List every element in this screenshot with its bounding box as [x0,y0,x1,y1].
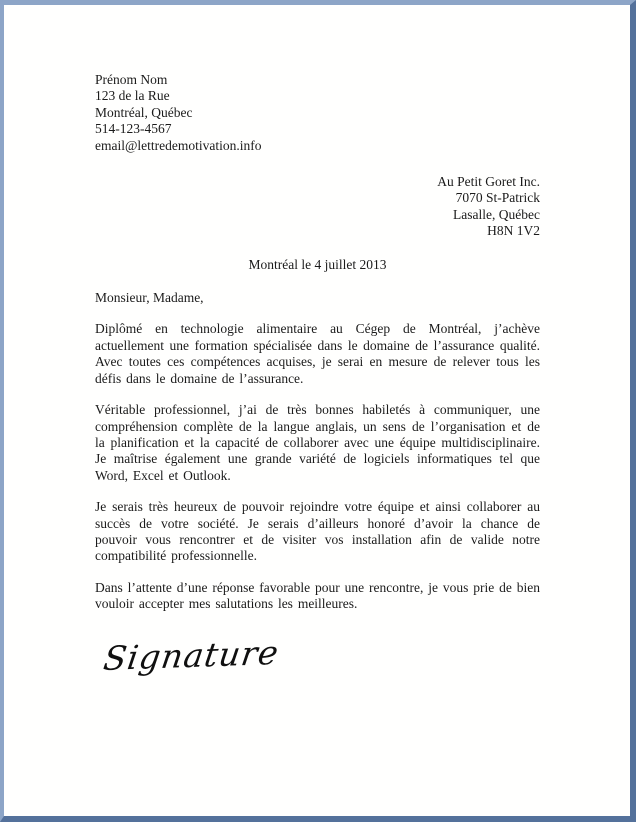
signature: Signature [101,632,282,678]
salutation: Monsieur, Madame, [95,290,204,306]
sender-address-block [95,72,540,154]
letter-body [4,5,630,679]
recipient-city: Lasalle, Québec [453,206,540,222]
sender-city: Montréal, Québec [95,104,193,120]
recipient-company: Au Petit Goret Inc. [437,174,540,190]
sender-email: email@lettredemotivation.info [95,137,262,153]
paragraph-introduction: Diplômé en technologie alimentaire au Cégep de Montréal, j’achève actuellement une formation spécialisée dans le domaine de l’assurance qualité. Avec toutes ces compétences acquises, je serai en mesure de relever tous les défis dans le domaine de l’assurance. [95,321,540,386]
paragraph-motivation: Je serais très heureux de pouvoir rejoindre votre équipe et ainsi collaborer au succès de votre société. Je serais d’ailleurs honoré d’avoir la chance de pouvoir vous rencontrer et de visiter vos installation afin de valide notre compatibilité professionnelle. [95,499,540,564]
date-line: Montréal le 4 juillet 2013 [248,256,387,272]
paragraph-skills: Véritable professionnel, j’ai de très bonnes habiletés à communiquer, une compréhension complète de la langue anglais, un sens de l’organisation et de la planification et la capacité de collaborer avec une équipe multidisciplinaire. Je maîtrise également une grande variété de logiciels informatiques tel que Word, Excel et Outlook. [95,402,540,483]
recipient-address-block [95,174,540,240]
sender-street: 123 de la Rue [95,88,170,104]
recipient-postal-code: H8N 1V2 [487,223,540,239]
sender-name: Prénom Nom [95,72,168,87]
paragraph-closing: Dans l’attente d’une réponse favorable pour une rencontre, je vous prie de bien vouloir accepter mes salutations les meilleures. [95,579,540,612]
recipient-street: 7070 St-Patrick [455,190,540,206]
sender-phone: 514-123-4567 [95,121,172,137]
